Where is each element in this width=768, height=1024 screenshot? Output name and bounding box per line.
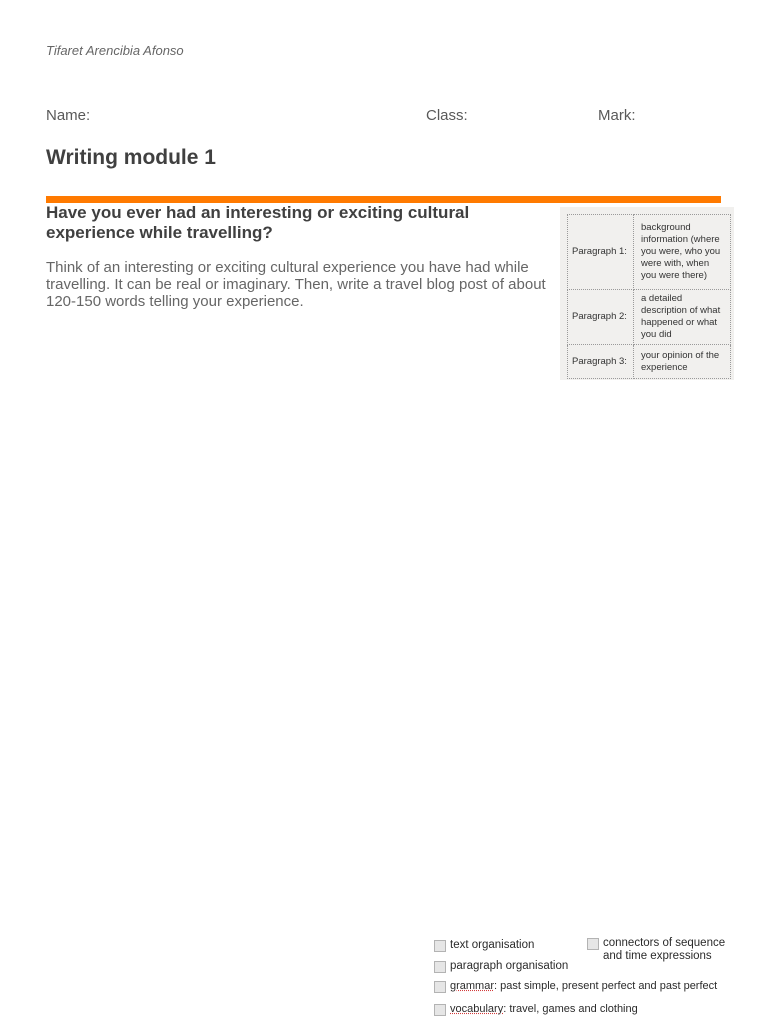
checklist-item[interactable] <box>434 1003 638 1016</box>
grammar-label: grammar <box>450 980 495 992</box>
paragraph-label: Paragraph 2: <box>568 290 634 345</box>
checklist-item[interactable] <box>434 980 717 993</box>
table-row <box>568 215 731 290</box>
writing-instructions: Think of an interesting or exciting cultural experience you have had while travelling. It can be real or imaginary. Then, write a travel blog post of about 120-150 words telling your experience. <box>46 259 546 310</box>
checklist-item[interactable] <box>434 939 534 952</box>
writing-question: Have you ever had an interesting or exciting cultural experience while travelling? <box>46 203 470 242</box>
checklist-item-label: connectors of sequence and time expressions <box>603 937 726 962</box>
self-assessment-checklist <box>432 935 742 1024</box>
paragraph-description: a detailed description of what happened or what you did <box>634 290 731 345</box>
paragraph-description: background information (where you were, who you were with, when you were there) <box>634 215 731 290</box>
checklist-item-text: vocabulary: travel, games and clothing <box>450 1003 638 1015</box>
checklist-item[interactable] <box>434 960 568 973</box>
vocabulary-items: travel, games and clothing <box>509 1003 638 1015</box>
table-row <box>568 345 731 379</box>
checkbox-icon[interactable] <box>434 1004 446 1016</box>
paragraph-label: Paragraph 3: <box>568 345 634 379</box>
paragraph-plan-table <box>567 214 731 379</box>
checklist-item-label: paragraph organisation <box>450 960 569 972</box>
checkbox-icon[interactable] <box>434 940 446 952</box>
author-name: Tifaret Arencibia Afonso <box>46 43 184 58</box>
checklist-item-text: grammar: past simple, present perfect and past perfect <box>450 980 718 992</box>
vocabulary-label: vocabulary <box>450 1003 504 1015</box>
checkbox-icon[interactable] <box>587 938 599 950</box>
page-title: Writing module 1 <box>46 146 216 169</box>
paragraph-description: your opinion of the experience <box>634 345 731 379</box>
class-label: Class: <box>426 107 468 124</box>
table-row <box>568 290 731 345</box>
checkbox-icon[interactable] <box>434 981 446 993</box>
paragraph-label: Paragraph 1: <box>568 215 634 290</box>
checklist-item-label: text organisation <box>450 939 535 951</box>
checkbox-icon[interactable] <box>434 961 446 973</box>
name-label: Name: <box>46 107 91 124</box>
checklist-item[interactable] <box>587 937 737 963</box>
accent-divider <box>46 196 721 203</box>
grammar-items: past simple, present perfect and past perfect <box>500 980 718 992</box>
mark-label: Mark: <box>598 107 636 124</box>
paragraph-plan-box <box>560 207 734 380</box>
